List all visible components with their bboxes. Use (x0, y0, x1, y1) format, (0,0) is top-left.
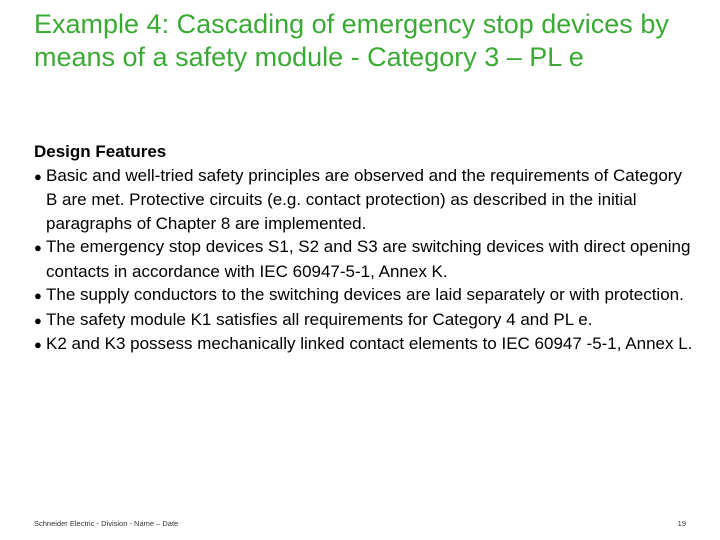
list-item-text: The supply conductors to the switching devices are laid separately or with protection. (46, 285, 684, 304)
list-item (34, 164, 694, 236)
list-item-text: The safety module K1 satisfies all requirements for Category 4 and PL e. (46, 309, 593, 329)
list-item-text: Basic and well-tried safety principles are observed and the requirements of Category B are met. Protective circuits (e.g. contact protection) as described in the initial paragraphs of Chapter 8 are implemented. (46, 165, 682, 233)
page-number: 19 (677, 519, 686, 528)
slide-content (34, 140, 694, 357)
bullet-icon: ● (34, 240, 42, 255)
list-item (34, 283, 694, 308)
footer-caption: Schneider Electric - Division - Name – Date (34, 519, 179, 528)
list-item (34, 235, 694, 283)
bullet-icon: ● (34, 312, 42, 328)
section-heading: Design Features (34, 142, 167, 161)
feature-list (34, 164, 694, 357)
list-item (34, 332, 694, 357)
bullet-icon: ● (34, 288, 42, 303)
list-item-text: K2 and K3 possess mechanically linked contact elements to IEC 60947 -5-1, Annex L. (46, 334, 693, 353)
list-item (34, 308, 694, 333)
slide-title: Example 4: Cascading of emergency stop devices by means of a safety module - Category 3 – PL e (34, 9, 669, 72)
bullet-icon: ● (34, 337, 42, 352)
list-item-text: The emergency stop devices S1, S2 and S3 are switching devices with direct opening contacts in accordance with IEC 60947-5-1, Annex K. (46, 237, 691, 281)
bullet-icon: ● (34, 168, 42, 184)
